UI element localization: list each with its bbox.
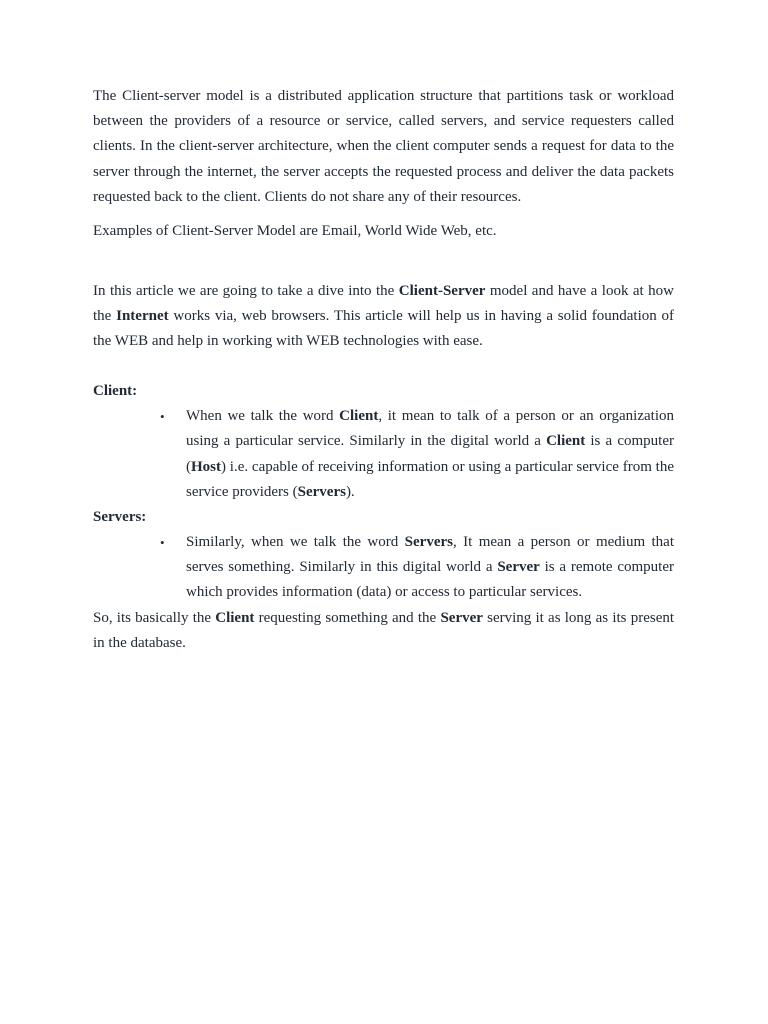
bullet-icon: • [160, 409, 165, 425]
host-term: Host [191, 458, 221, 475]
client-bullet-text-1: When we talk the word [186, 408, 340, 425]
conclusion-text-1: So, its basically the [93, 609, 216, 626]
document-page [93, 84, 674, 657]
client-term: Client [339, 408, 379, 425]
servers-term: Servers [297, 483, 346, 500]
servers-bullet-item [93, 530, 674, 606]
conclusion-text-3: serving it as long as its present in the database. [93, 609, 675, 652]
servers-heading: Servers: [93, 509, 147, 526]
server-term: Server [440, 609, 483, 626]
servers-bullet-text-3: is a remote computer which provides information (data) or access to particular services. [186, 559, 674, 601]
server-term: Server [497, 559, 540, 576]
conclusion-text-2: requesting something and the [254, 609, 441, 626]
servers-term: Servers [404, 534, 453, 551]
client-bullet-text-4: ) i.e. capable of receiving information or using a particular service from the service providers ( [186, 458, 674, 500]
client-heading: Client: [93, 383, 138, 400]
client-term-2: Client [546, 433, 586, 450]
article-intro-text-2: model and have a look at how the [93, 283, 675, 325]
intro-paragraph: The Client-server model is a distributed application structure that partitions task or workload between the providers of a resource or service, called servers, and service requesters called clients. In the client-server architecture, when the client computer sends a request for data to the server through the internet, the server accepts the requested process and deliver the data packets requested back to the client. Clients do not share any of their resources. [93, 88, 674, 205]
servers-bullet-text-2: , It mean a person or medium that serves something. Similarly in this digital world a [186, 534, 675, 576]
article-intro-text-1: In this article we are going to take a dive into the [93, 283, 399, 300]
client-bullet-text-5: ). [345, 483, 355, 500]
bullet-icon: • [160, 535, 165, 551]
client-bullet-item [93, 404, 674, 505]
article-intro-text-3: works via, web browsers. This article will help us in having a solid foundation of the WEB and help in working with WEB technologies with ease. [93, 308, 675, 350]
examples-paragraph: Examples of Client-Server Model are Email, World Wide Web, etc. [93, 223, 497, 240]
client-bullet-text-3: is a computer ( [186, 433, 674, 475]
client-bullet-text-2: , it mean to talk of a person or an organization using a particular service. Similarly in the digital world a [186, 408, 674, 450]
servers-bullet-text-1: Similarly, when we talk the word [186, 534, 405, 551]
conclusion-paragraph [93, 606, 674, 657]
client-term: Client [215, 609, 255, 626]
client-server-term: Client-Server [398, 283, 486, 300]
article-intro-paragraph [93, 279, 674, 354]
internet-term: Internet [116, 308, 169, 325]
